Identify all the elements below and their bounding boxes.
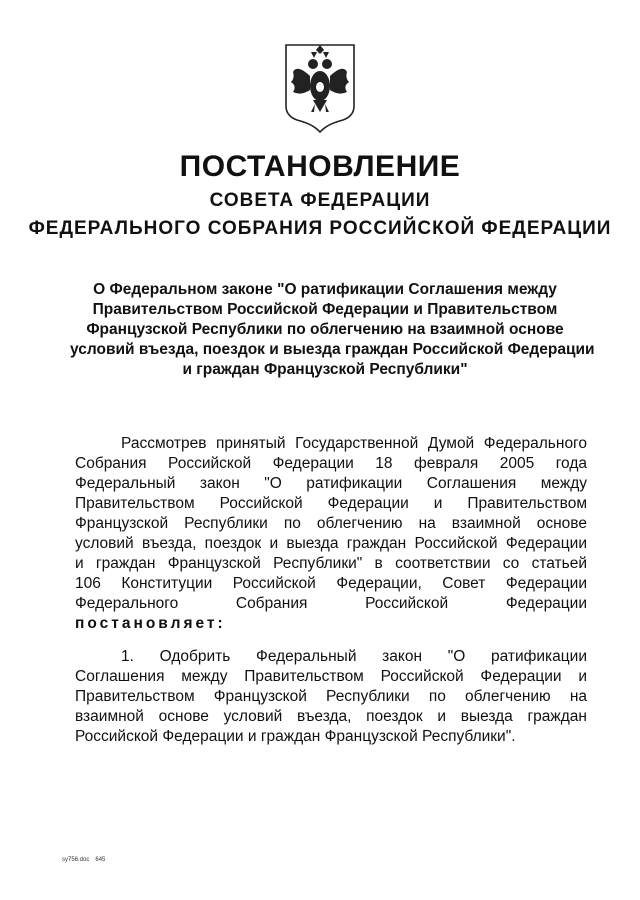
heading-line: условий въезда, поездок и выезда граждан Российской Федерации [70, 341, 595, 358]
paragraph-line: и граждан Французской Республики" в соответствии со статьей [75, 555, 587, 572]
paragraph-line: условий въезда, поездок и выезда граждан Российской Федерации [75, 535, 587, 552]
paragraph-line: Российской Федерации и граждан Французской Республики". [75, 728, 516, 745]
heading-line: и граждан Французской Республики" [182, 361, 468, 378]
issuer-line-2: ФЕДЕРАЛЬНОГО СОБРАНИЯ РОССИЙСКОЙ ФЕДЕРАЦИИ [28, 218, 612, 239]
paragraph-line: 106 Конституции Российской Федерации, Совет Федерации [75, 575, 587, 592]
paragraph-line: Собрания Российской Федерации 18 февраля 2005 года [75, 455, 587, 472]
clause-1-paragraph [75, 647, 587, 747]
paragraph-line: Федерального Собрания Российской Федерации [75, 595, 587, 612]
file-reference-footer [62, 857, 111, 863]
heading-line: Правительством Российской Федерации и Правительством [92, 301, 558, 318]
paragraph-line: Соглашения между Правительством Российской Федерации и [75, 668, 587, 685]
coat-of-arms-emblem [283, 42, 357, 134]
footer-filename: sy756.doc [62, 857, 90, 863]
paragraph-line: Французской Республики по облегчению на взаимной основе [75, 515, 587, 532]
issuer-line-1: СОВЕТА ФЕДЕРАЦИИ [209, 190, 431, 211]
heading-line: Французской Республики по облегчению на взаимной основе [86, 321, 564, 338]
heading-line: О Федеральном законе "О ратификации Соглашения между [93, 281, 557, 298]
document-type-title: ПОСТАНОВЛЕНИЕ [179, 150, 461, 183]
paragraph-line: взаимной основе условий въезда, поездок и выезда граждан [75, 708, 587, 725]
resolves-word: постановляет: [75, 615, 226, 632]
paragraph-line: Федеральный закон "О ратификации Соглашения между [75, 475, 587, 492]
paragraph-line: 1. Одобрить Федеральный закон "О ратификации [121, 648, 587, 665]
resolution-subject-heading [70, 280, 595, 380]
paragraph-line: Правительством Российской Федерации и Правительством [75, 495, 587, 512]
footer-code: 645 [95, 857, 106, 863]
paragraph-line: Рассмотрев принятый Государственной Думой Федерального [121, 435, 587, 452]
paragraph-line: Правительством Французской Республики по облегчению на [75, 688, 587, 705]
preamble-paragraph [75, 434, 587, 634]
